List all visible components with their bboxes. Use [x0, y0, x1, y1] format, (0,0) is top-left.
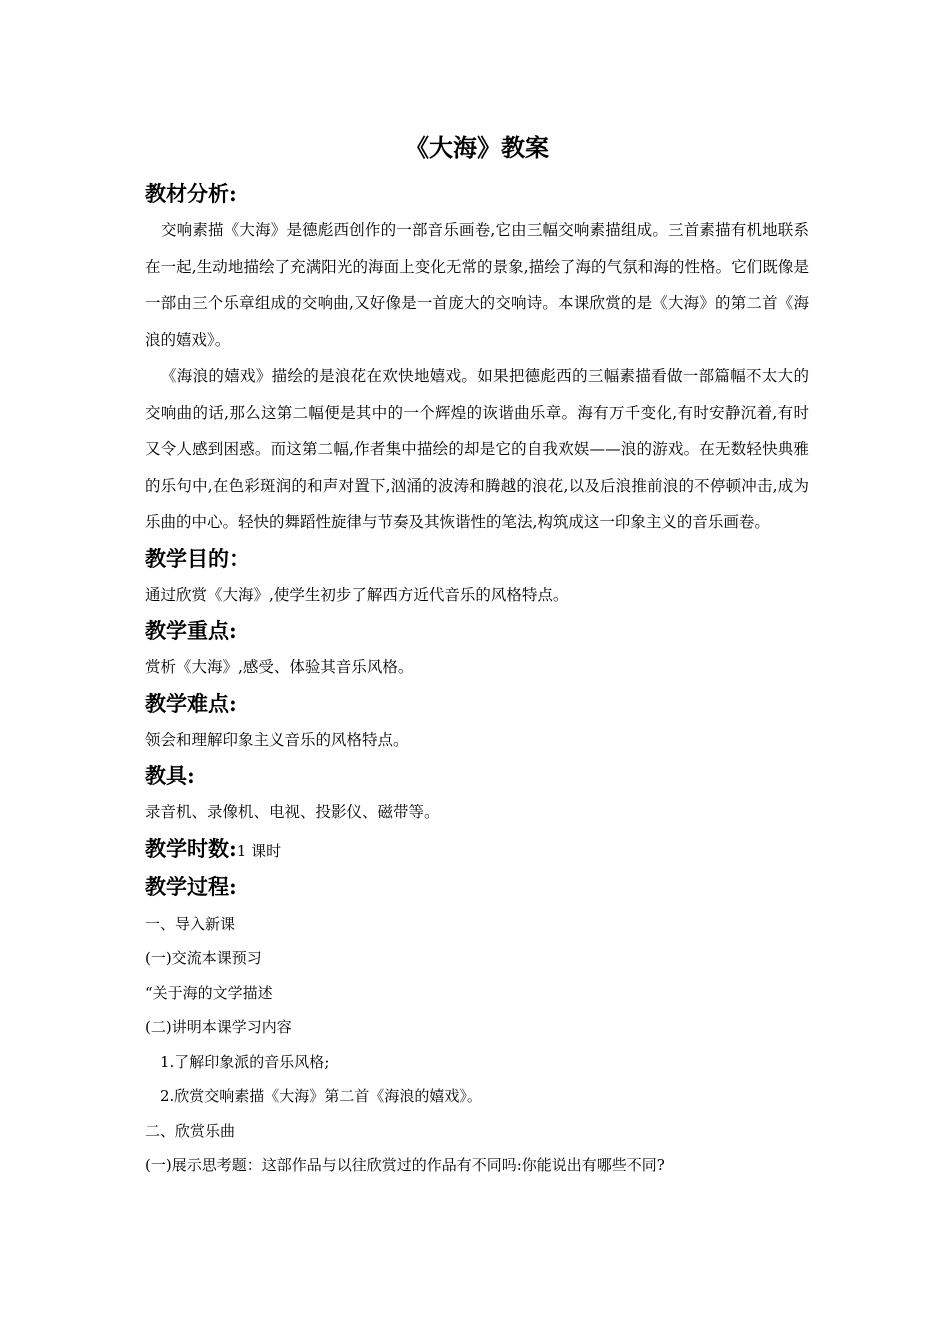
process-line: 2.欣赏交响素描《大海》第二首《海浪的嬉戏》。	[160, 1087, 482, 1105]
heading-tools: 教具:	[145, 763, 195, 788]
document-page	[145, 128, 809, 1183]
hours-value: 1 课时	[236, 841, 282, 860]
difficulty-text: 领会和理解印象主义音乐的风格特点。	[145, 730, 409, 749]
heading-hours	[145, 831, 809, 869]
heading-goal: 教学目的：	[145, 545, 250, 571]
analysis-paragraph-2: 《海浪的嬉戏》描绘的是浪花在欢快地嬉戏。如果把德彪西的三幅素描看做一部篇幅不太大的交响曲的话,那么这第二幅便是其中的一个辉煌的诙谐曲乐章。海有万千变化,有时安静沉着,有时又令人感到困惑。而这第二幅,作者集中描绘的却是它的自我欢娱——浪的游戏。在无数轻快典雅的乐句中,在色彩斑润的和声对置下,汹涌的波涛和腾越的浪花,以及后浪推前浪的不停顿冲击,成为乐曲的中心。轻快的舞蹈性旋律与节奏及其恢谐性的笔法,构筑成这一印象主义的音乐画卷。	[145, 367, 809, 531]
goal-text: 通过欣赏《大海》,使学生初步了解西方近代音乐的风格特点。	[145, 585, 569, 604]
hours-heading-label: 教学时数:	[145, 835, 237, 861]
process-line: 1.了解印象派的音乐风格;	[160, 1052, 330, 1071]
document-title: 《大海》教案	[405, 133, 549, 162]
process-line: “关于海的文学描述	[145, 983, 273, 1002]
tools-text: 录音机、录像机、电视、投影仪、磁带等。	[145, 803, 440, 821]
process-line: 二、欣赏乐曲	[145, 1121, 236, 1140]
focus-text: 赏析《大海》,感受、体验其音乐风格。	[145, 658, 414, 676]
heading-process: 教学过程:	[145, 873, 237, 899]
analysis-paragraph-1: 交响素描《大海》是德彪西创作的一部音乐画卷,它由三幅交响素描组成。三首素描有机地联系在一起,生动地描绘了充满阳光的海面上变化无常的景象,描绘了海的气氛和海的性格。它们既像是一部由三个乐章组成的交响曲,又好像是一首庞大的交响诗。本课欣赏的是《大海》的第二首《海浪的嬉戏》。	[145, 221, 809, 349]
process-line: (二)讲明本课学习内容	[145, 1018, 292, 1036]
heading-difficulty: 教学难点:	[145, 690, 237, 716]
process-line: (一)展示思考题：这部作品与以往欣赏过的作品有不同吗:你能说出有哪些不同?	[145, 1156, 665, 1174]
heading-focus: 教学重点:	[145, 618, 237, 643]
heading-analysis: 教材分析:	[145, 181, 237, 206]
process-line: (一)交流本课预习	[145, 949, 262, 967]
process-line: 一、导入新课	[145, 914, 236, 933]
